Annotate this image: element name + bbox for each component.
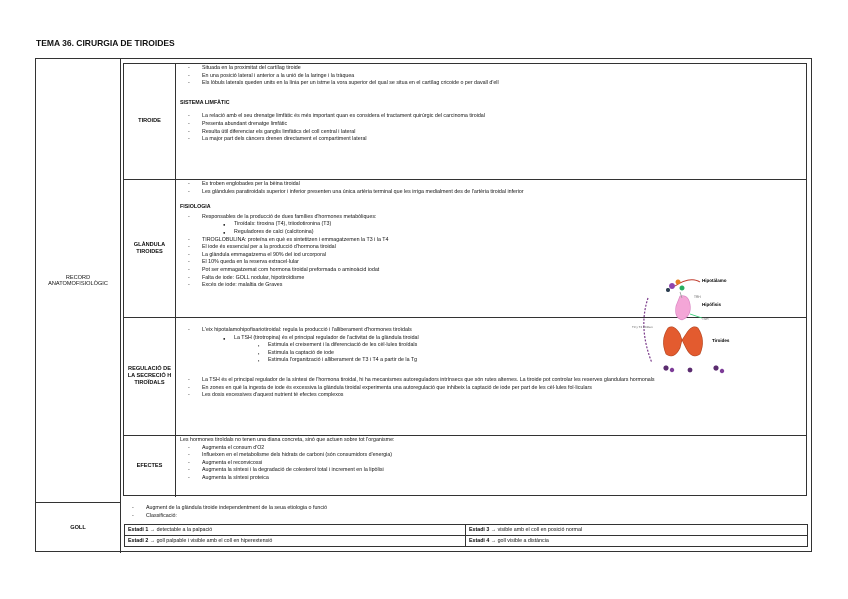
- tsh-arrow: [690, 314, 702, 318]
- list-item: - Falta de iode: GOLL nodular, hipotiroïdisme: [180, 275, 802, 283]
- list-item: - Augmenta la síntesi i la degradació de colesterol total i increment en la lipòlisi: [180, 467, 802, 475]
- hormone-node: [713, 365, 718, 370]
- list-item: - Responsables de la producció de dues famílies d'hormones metabòliques:: [180, 214, 802, 222]
- pituitary-shape: [676, 296, 691, 320]
- row-tiroide: [124, 64, 806, 180]
- label-tiroide: TIROIDE: [124, 64, 176, 179]
- list-item: - Les glàndules paratiroidals superior i inferior presenten una única artèria terminal que les irriga medialment des de l'artèria tiroidal inferior: [180, 189, 802, 197]
- label-regulacio: REGULACIÓ DE LA SECRECIÓ H TIROÏDALS: [124, 318, 176, 435]
- label-t3t4: T3 y T4 inhiben: [632, 325, 653, 329]
- goll-label-text: GOLL: [70, 525, 86, 531]
- hormone-node: [720, 369, 724, 373]
- hormone-node: [670, 368, 674, 372]
- list-item: - La glàndula emmagatzema el 90% del iod urcorporal: [180, 252, 802, 260]
- list-item: - La major part dels càncers drenen directament el compartiment lateral: [180, 136, 802, 144]
- list-item: - Excés de iode: malaltia de Graves: [180, 282, 802, 290]
- hormone-node: [663, 365, 668, 370]
- list-item: - Presenta abundant drenatge limfàtic: [180, 121, 802, 129]
- list-item: - TIROGLOBULINA: proteïna en què es sintetitzen i emmagatzemen la T3 i la T4: [180, 237, 802, 245]
- list-item: ▪ Estimula el creixement i la diferenciació de les cèl·lules tiroïdals: [180, 342, 802, 350]
- stage-cell-1: Estadi 1 → detectable a la palpació: [125, 525, 466, 535]
- feedback-arrow: [644, 298, 652, 363]
- stage-cell-2: Estadi 2 → goll palpable i visible amb el coll en hiperextensió: [125, 536, 466, 546]
- label-trh: TRH: [694, 295, 701, 299]
- hypothalamus-node: [676, 280, 681, 285]
- hypothalamus-node: [680, 286, 685, 291]
- list-item: - Les dosis excessives d'aquest nutrient té efectes complexos: [180, 392, 802, 400]
- label-tiroides: Tiroides: [712, 338, 730, 343]
- list-item: - Augment de la glàndula tiroide independentment de la seua etiologia o funció: [124, 505, 807, 513]
- list-item: ▪ Estimula l'organització i alliberament de T3 i T4 a partir de la Tg: [180, 357, 802, 365]
- hypothalamus-node: [669, 283, 675, 289]
- label-glandula: GLÀNDULA TIROIDES: [124, 180, 176, 317]
- list-item: - La TSH és el principal regulador de la síntesi de l'hormona tiroidal, hi ha mecanismes autoreguladors intrínsecs que són rutes alternes. La tiroide pot controlar les reserves glandulars hormonals: [180, 377, 792, 385]
- list-item: - L'eix hipotalamohipofisariotiroidal: regula la producció i l'alliberament d'hormones tiroïdals: [180, 327, 802, 335]
- label-hipotalamo: Hipotálamo: [702, 278, 727, 283]
- record-label-cell: [36, 59, 121, 502]
- content-efectes: [180, 437, 802, 483]
- list-item: - Els lòbuls laterals queden units en la línia per un istme la vora superior del qual se situa en el cartílag cricoide o per davall d'ell: [180, 80, 802, 88]
- stage-row: [125, 536, 807, 546]
- label-efectes: EFECTES: [124, 436, 176, 497]
- hormone-node: [688, 368, 693, 373]
- row-efectes: [124, 436, 806, 497]
- list-item: - Augmenta el consum d'O2: [180, 445, 802, 453]
- list-item: - En una posició lateral i anterior a la unió de la laringe i la tràquea: [180, 73, 802, 81]
- list-item: ● Tiroïdals: tiroxina (T4), triiodotironina (T3): [180, 221, 802, 229]
- label-tsh: TSH: [702, 317, 709, 321]
- page-title: TEMA 36. CIRURGIA DE TIROIDES: [36, 38, 175, 48]
- subtitle-fisiologia: FISIOLOGIA: [180, 204, 211, 211]
- thyroid-shape: [663, 327, 702, 356]
- content-tiroide: [180, 65, 802, 144]
- stage-cell-3: Estadi 3 → visible amb el coll en posició normal: [469, 527, 583, 533]
- list-item: - Augmenta la síntesi proteica: [180, 475, 802, 483]
- subtitle-sistema-limfatic: SISTEMA LIMFÀTIC: [180, 99, 230, 106]
- list-item: - Augmenta el reconvicossi: [180, 460, 802, 468]
- stage-cell-4: Estadi 4 → goll visible a distància: [469, 538, 549, 544]
- list-item: - La relació amb el seu drenatge limfàtic és més important quan es considera el tractament quirúrgic del carcinoma tiroidal: [180, 113, 802, 121]
- list-item: - Pot ser emmagatzemat com hormona tiroidal preformada o aminoàcid iodat: [180, 267, 802, 275]
- efectes-intro: Les hormones tiroïdals no tenen una diana concreta, sinó que actuen sobre tot l'organisme:: [180, 437, 395, 443]
- list-item: - Resulta útil diferenciar els ganglis limfàtics del coll central i lateral: [180, 129, 802, 137]
- label-hipofisis: Hipófisis: [702, 302, 722, 307]
- stage-row: [125, 525, 807, 536]
- list-item: - En zones en què la ingesta de iode és excessiva la glàndula tiroidal experimenta una autoregulació que inhibeix la captació de iode per part de les cèl·lules fol·liculars: [180, 385, 802, 393]
- label-goll: [36, 502, 121, 553]
- thyroid-axis-diagram: [630, 268, 740, 380]
- list-item: - Influeixen en el metabolisme dels hidrats de carboni (són consumidors d'energia): [180, 452, 802, 460]
- list-item: ▪ Estimula la captació de iode: [180, 350, 802, 358]
- stage-table: [124, 524, 808, 547]
- list-item: - Situada en la proximitat del cartílag tiroide: [180, 65, 802, 73]
- list-item: - El 10% queda en la reserva extracel·lular: [180, 259, 802, 267]
- list-item: ● Reguladores de calci (calcitonina): [180, 229, 802, 237]
- list-item: ● La TSH (tirotropina) és el principal regulador de l'activitat de la glàndula tiroidal: [180, 335, 802, 343]
- list-item: - Classificació:: [124, 513, 807, 521]
- list-item: - Es troben englobades per la bèina tiroidal: [180, 181, 802, 189]
- list-item: - El iode és essencial per a la producció d'hormona tiroidal: [180, 244, 802, 252]
- content-goll: [124, 505, 807, 544]
- hypothalamus-node: [666, 288, 670, 292]
- record-label: RECORD ANATOMOFISIOLÒGIC: [48, 274, 108, 287]
